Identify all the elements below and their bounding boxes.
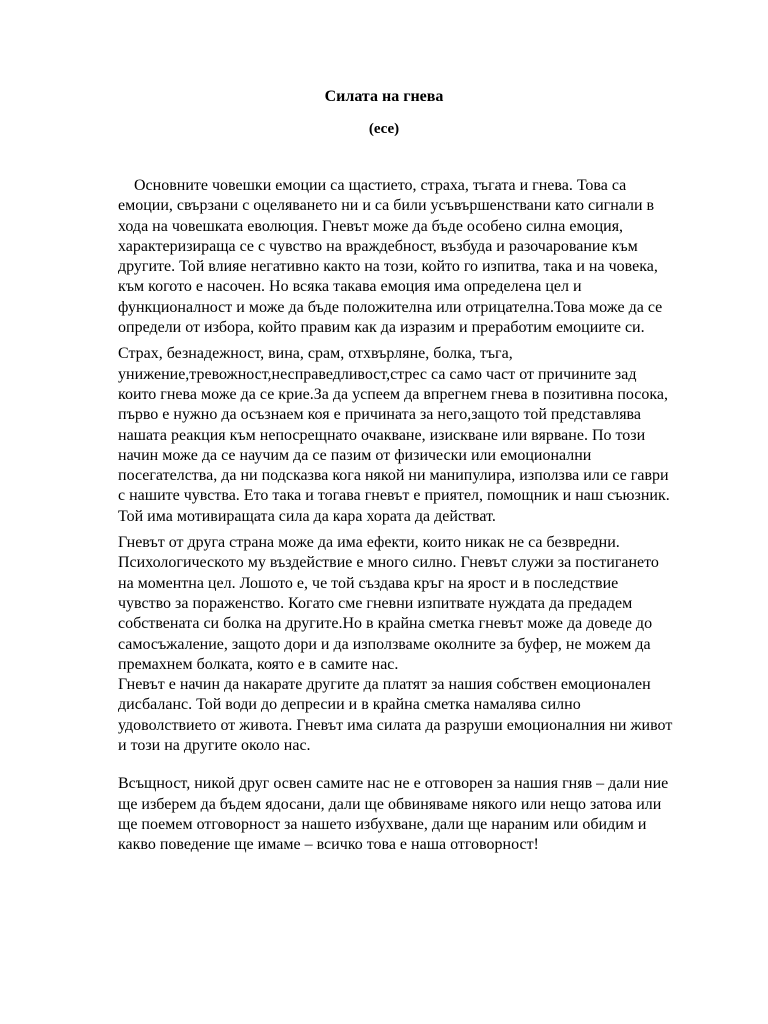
paragraph-line: ще изберем да бъдем ядосани, дали ще обвиняваме някого или нещо затова или: [118, 795, 662, 813]
paragraph-line: Гневът е начин да накарате другите да платят за нашия собствен емоционален: [118, 676, 651, 694]
paragraph-line: нашата реакция към непосрещнато очакване, изискване или вярване. По този: [118, 426, 646, 444]
paragraph-line: чувство за пораженство. Когато сме гневни изпитвате нуждата да предадем: [118, 594, 633, 612]
paragraph-line: Страх, безнадежност, вина, срам, отхвърляне, болка, тъга,: [118, 345, 513, 363]
paragraph-line: към когото е насочен. Но всяка такава емоция има определена цел и: [118, 278, 582, 296]
paragraph-line: определи от избора, който правим как да изразим и преработим емоциите си.: [118, 319, 645, 337]
paragraph-3: [118, 533, 693, 756]
paragraph-spacer: [118, 756, 693, 774]
paragraph-4: [118, 774, 693, 855]
document-subtitle: (есе): [368, 121, 400, 137]
paragraph-line: Психологическото му въздействие е много силно. Гневът служи за постигането: [118, 554, 659, 572]
paragraph-line: които гнева може да се крие.За да успеем да впрегнем гнева в позитивна посока,: [118, 385, 669, 403]
paragraph-line: самосъжаление, защото дори и да използваме околните за буфер, не можем да: [118, 635, 651, 653]
paragraph-line: Основните човешки емоции са щастието, страха, тъгата и гнева. Това са: [118, 177, 627, 194]
document-body: [118, 176, 693, 856]
paragraph-line: Той има мотивиращата сила да кара хората да действат.: [118, 507, 496, 525]
paragraph-line: на моментна цел. Лошото е, че той създава кръг на ярост и в последствие: [118, 574, 619, 592]
paragraph-line: ще поемем отговорност за нашето избухване, дали ще нараним или обидим и: [118, 815, 647, 833]
paragraph-line: емоции, свързани с оцеляването ни и са били усъвършенствани като сигнали в: [118, 197, 655, 215]
paragraph-line: и този на другите около нас.: [118, 737, 311, 755]
paragraph-line: премахнем болката, която е в самите нас.: [118, 655, 399, 673]
paragraph-line: удоволствието от живота. Гневът има силата да разруши емоционалния ни живот: [118, 716, 673, 734]
document-title: Силата на гнева: [324, 88, 444, 105]
paragraph-line: дисбаланс. Той води до депресии и в крайна сметка намалява силно: [118, 696, 581, 714]
paragraph-line: другите. Той влияе негативно както на този, който го изпитва, така и на човека,: [118, 258, 658, 276]
paragraph-line: Гневът от друга страна може да има ефекти, които никак не са безвредни.: [118, 534, 620, 552]
paragraph-line: хода на човешката еволюция. Гневът може да бъде особено силна емоция,: [118, 217, 624, 235]
paragraph-line: начин може да се научим да се пазим от физически или емоционални: [118, 446, 592, 464]
paragraph-line: какво поведение ще имаме – всичко това е наша отговорност!: [118, 836, 539, 854]
paragraph-line: Всъщност, никой друг освен самите нас не е отговорен за нашия гняв – дали ние: [118, 775, 669, 793]
paragraph-line: собствената си болка на другите.Но в крайна сметка гневът може да доведе до: [118, 615, 653, 633]
paragraph-line: посегателства, да ни подсказва кога някой ни манипулира, използва или се гаври: [118, 467, 669, 485]
paragraph-line: характеризираща се с чувство на враждебност, възбуда и разочарование към: [118, 237, 638, 255]
paragraph-line: първо е нужно да осъзнаем коя е причината за него,защото той представлява: [118, 406, 641, 424]
paragraph-1: [118, 176, 693, 338]
paragraph-2: [118, 344, 693, 527]
paragraph-line: с нашите чувства. Ето така и тогава гневът е приятел, помощник и наш съюзник.: [118, 487, 670, 505]
paragraph-line: унижение,тревожност,несправедливост,стрес са само част от причините зад: [118, 365, 637, 383]
paragraph-line: функционалност и може да бъде положителна или отрицателна.Това може да се: [118, 298, 663, 316]
